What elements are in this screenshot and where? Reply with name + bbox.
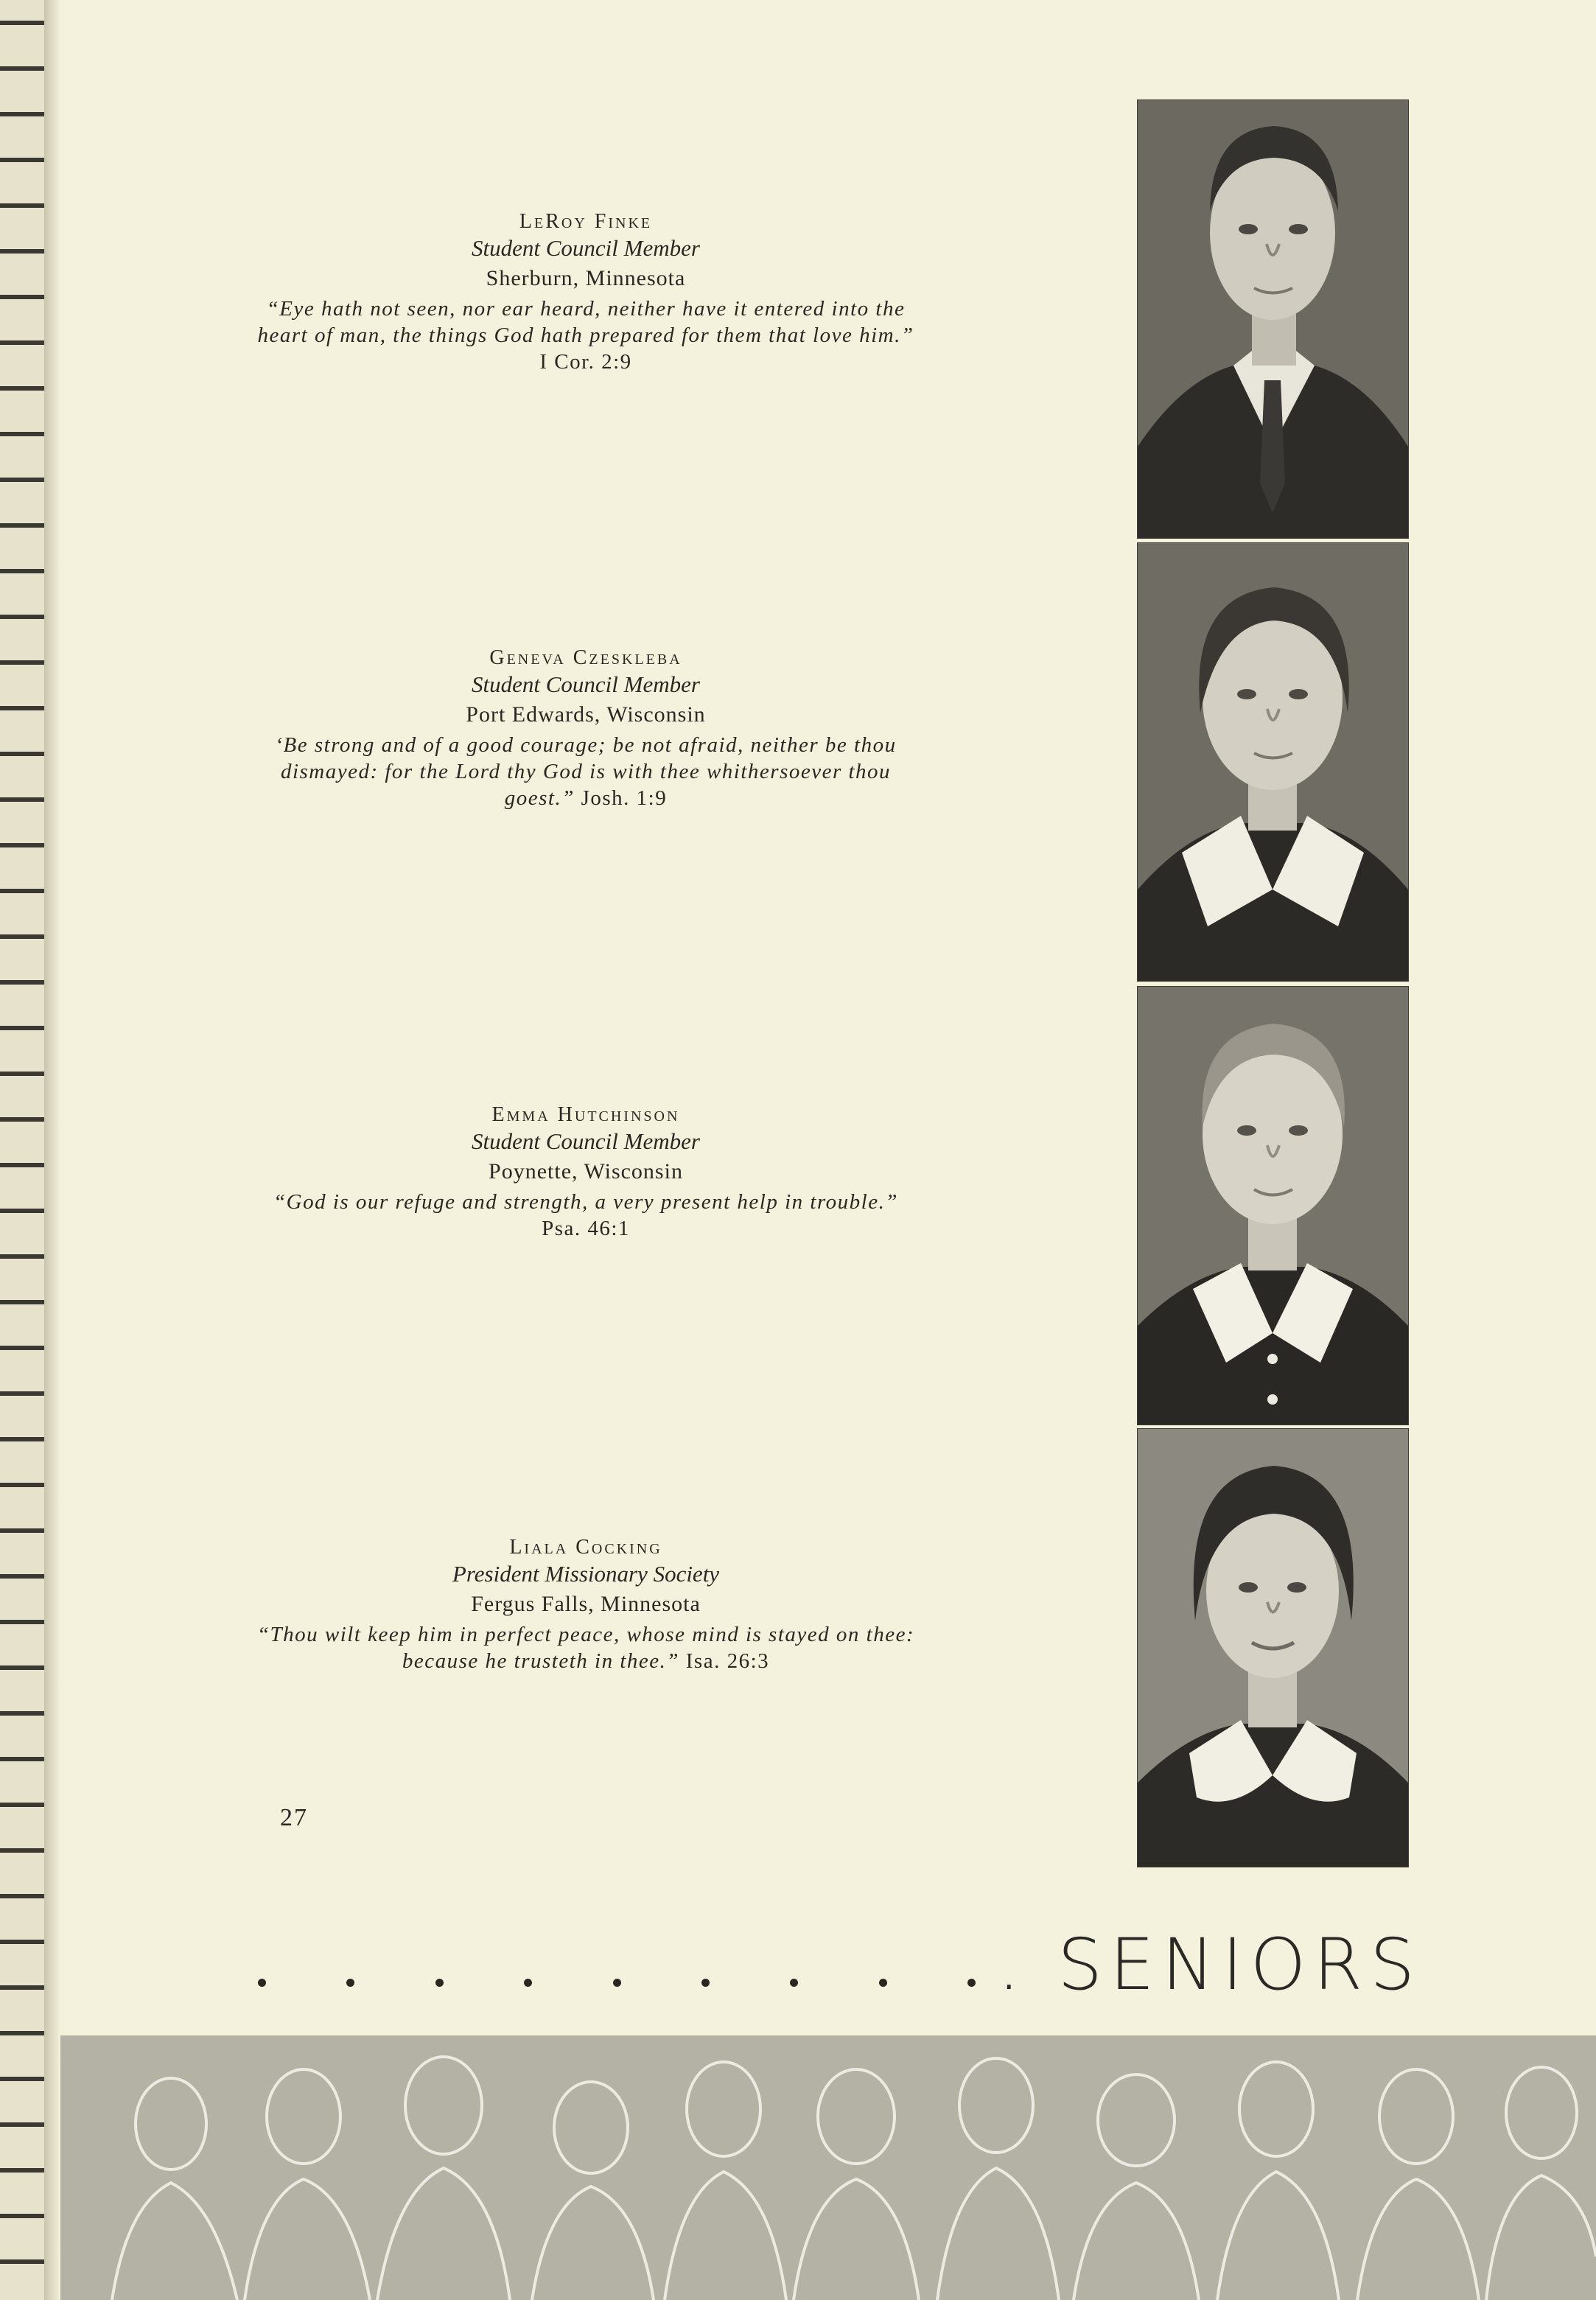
portrait-hutchinson	[1137, 986, 1409, 1425]
senior-hometown: Port Edwards, Wisconsin	[466, 702, 706, 727]
quote-text: ‘Be strong and of a good courage; be not afraid, neither be thou dismayed: for the Lord thy God is with thee whithersoever thou goest.”	[275, 733, 897, 810]
leader-dot	[613, 1979, 621, 1987]
leader-dot	[790, 1979, 798, 1987]
portrait-cocking	[1137, 1428, 1409, 1867]
leader-dot	[524, 1979, 532, 1987]
binding-shadow	[44, 0, 60, 2300]
portrait-female-photo	[1138, 543, 1408, 981]
senior-hometown: Sherburn, Minnesota	[486, 266, 686, 290]
sketched-students-illustration	[60, 2035, 1596, 2300]
quote-reference: Josh. 1:9	[581, 786, 668, 810]
senior-name: Geneva Czeskleba	[489, 646, 682, 669]
leader-dot	[701, 1979, 710, 1987]
portrait-finke	[1137, 99, 1409, 539]
senior-role: President Missionary Society	[452, 1561, 720, 1587]
leader-dot	[258, 1979, 266, 1987]
spiral-binding	[0, 0, 44, 2300]
quote-text: “Thou wilt keep him in perfect peace, whose mind is stayed on thee: because he trusteth in thee.”	[256, 1623, 915, 1673]
leader-dot	[346, 1979, 354, 1987]
senior-entry-hutchinson	[251, 1103, 921, 1242]
senior-role: Student Council Member	[472, 671, 700, 697]
senior-quote	[251, 296, 921, 375]
page-number: 27	[280, 1804, 308, 1831]
quote-text: “Eye hath not seen, nor ear heard, neither have it entered into the heart of man, the things God hath prepared for them that love him.”	[257, 297, 914, 347]
senior-name: LeRoy Finke	[519, 210, 653, 233]
senior-role: Student Council Member	[472, 235, 700, 261]
leader-dot	[967, 1979, 976, 1987]
quote-reference: I Cor. 2:9	[539, 350, 632, 374]
portrait-female-photo	[1138, 1429, 1408, 1867]
leader-dot	[879, 1979, 887, 1987]
portrait-czeskleba	[1137, 542, 1409, 982]
section-title: . SENIORS	[998, 1923, 1422, 2006]
decorative-banner	[60, 2035, 1596, 2300]
leader-dots	[258, 1979, 998, 2000]
quote-reference: Psa. 46:1	[542, 1217, 630, 1240]
senior-quote	[251, 1621, 921, 1674]
quote-text: “God is our refuge and strength, a very present help in trouble.”	[273, 1190, 898, 1214]
senior-role: Student Council Member	[472, 1128, 700, 1154]
senior-quote	[251, 732, 921, 811]
senior-entry-czeskleba	[251, 646, 921, 811]
senior-hometown: Poynette, Wisconsin	[489, 1159, 683, 1184]
quote-reference: Isa. 26:3	[685, 1649, 770, 1673]
portrait-male-photo	[1138, 100, 1408, 538]
senior-name: Emma Hutchinson	[491, 1103, 680, 1126]
senior-entry-cocking	[251, 1536, 921, 1674]
leader-dot	[435, 1979, 444, 1987]
senior-entry-finke	[251, 210, 921, 375]
section-heading	[258, 1923, 1422, 2006]
senior-quote	[251, 1189, 921, 1242]
senior-name: Liala Cocking	[509, 1536, 662, 1559]
portrait-female-photo	[1138, 987, 1408, 1425]
senior-hometown: Fergus Falls, Minnesota	[471, 1592, 701, 1616]
